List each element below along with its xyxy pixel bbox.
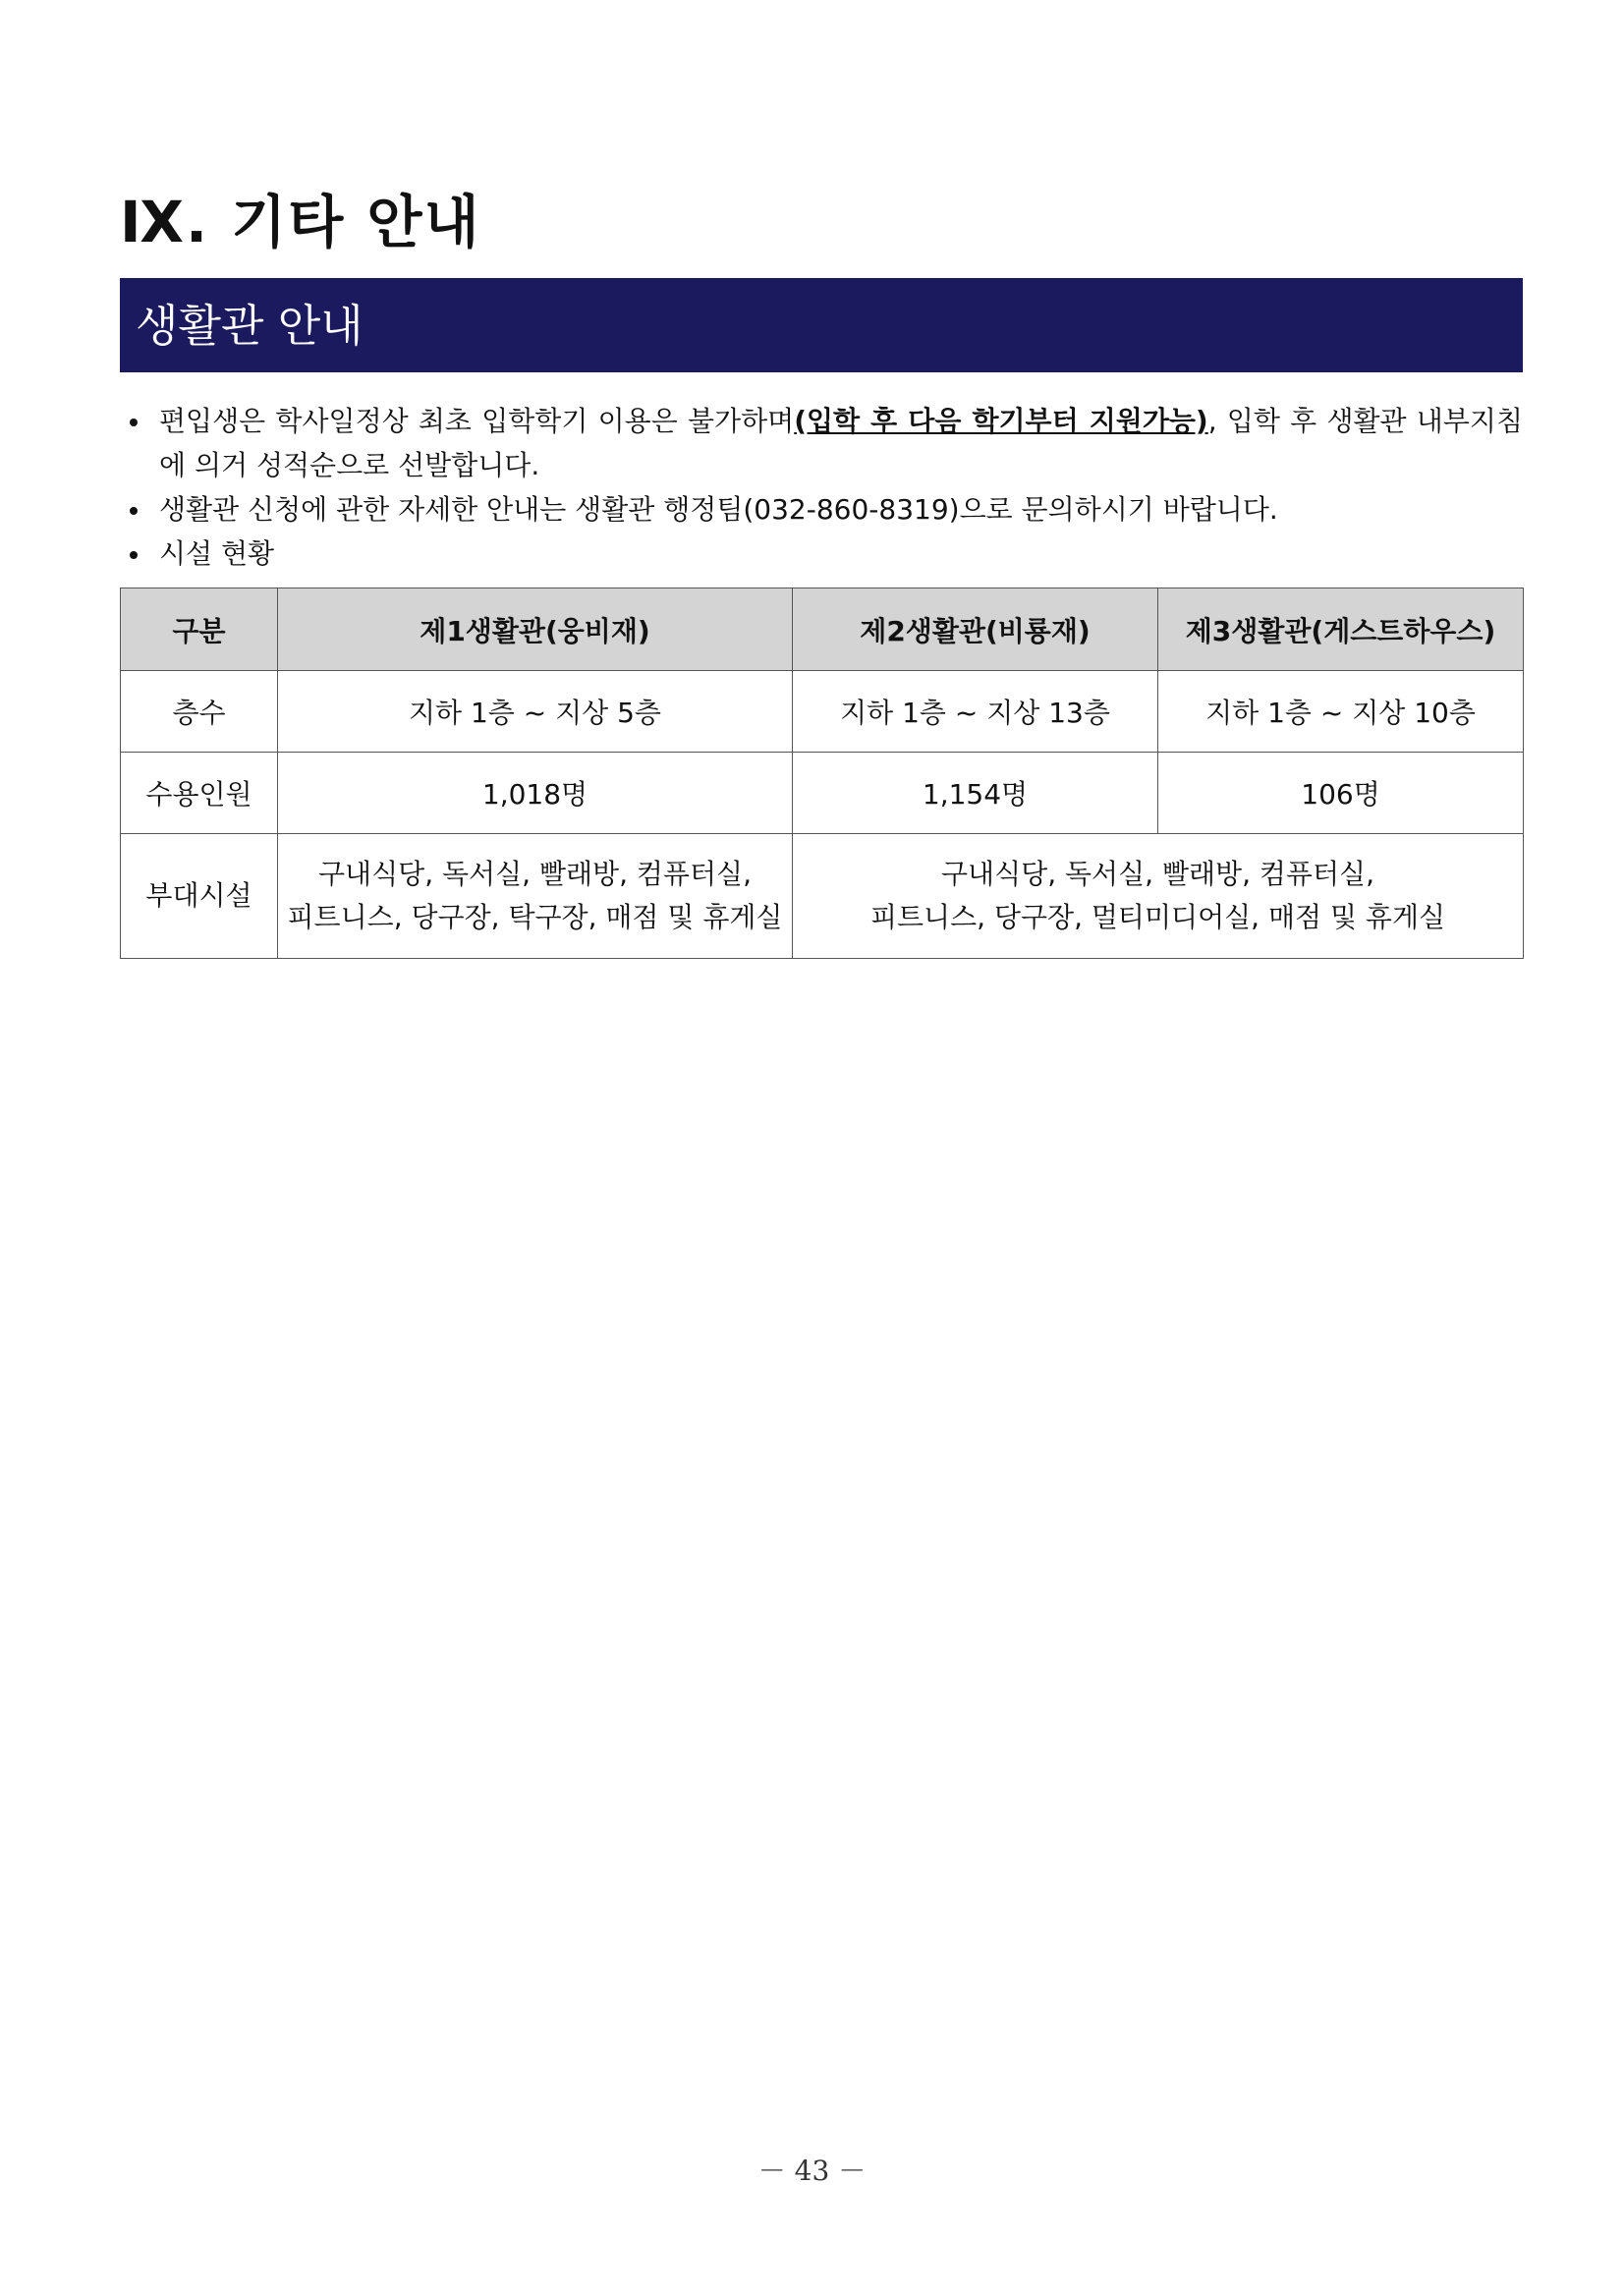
- capacity-dorm-2: 1,154명: [793, 753, 1158, 834]
- header-dorm-1: 제1생활관(웅비재): [278, 588, 793, 671]
- notice-item-facilities: [128, 532, 1523, 576]
- amenities-dorm-1-line-1: 구내식당, 독서실, 빨래방, 컴퓨터실,: [318, 858, 752, 890]
- bullet-dot-icon: [130, 419, 138, 426]
- amenities-dorm-2-3: [793, 834, 1524, 959]
- notice-item-transfer: [128, 399, 1523, 487]
- capacity-dorm-1: 1,018명: [278, 753, 793, 834]
- notice-contact-text: 생활관 신청에 관한 자세한 안내는 생활관 행정팀(032-860-8319)으로 문의하시기 바랍니다.: [159, 493, 1278, 526]
- header-dorm-2: 제2생활관(비룡재): [793, 588, 1158, 671]
- table-row-amenities: [121, 834, 1524, 959]
- page-number: － 43 －: [757, 2155, 867, 2187]
- row-label-amenities: 부대시설: [121, 834, 278, 959]
- bullet-dot-icon: [130, 507, 138, 515]
- amenities-dorm-2-3-line-2: 피트니스, 당구장, 멀티미디어실, 매점 및 휴게실: [869, 901, 1446, 933]
- notice-item-contact: [128, 487, 1523, 532]
- section-banner: [120, 278, 1523, 372]
- amenities-dorm-1: [278, 834, 793, 959]
- amenities-dorm-2-3-line-1: 구내식당, 독서실, 빨래방, 컴퓨터실,: [941, 858, 1374, 890]
- notice-transfer-text: 편입생은 학사일정상 최초 입학학기 이용은 불가하며: [159, 405, 795, 437]
- row-label-floors: 층수: [121, 671, 278, 753]
- notice-transfer-text-end: , 입학 후 생활관 내부지침에 의거 성적순으로 선발합니다.: [159, 405, 1524, 481]
- capacity-dorm-3: 106명: [1158, 753, 1524, 834]
- header-dorm-3: 제3생활관(게스트하우스): [1158, 588, 1524, 671]
- amenities-dorm-1-line-2: 피트니스, 당구장, 탁구장, 매점 및 휴게실: [287, 901, 783, 933]
- floors-dorm-2: 지하 1층 ~ 지상 13층: [793, 671, 1158, 753]
- chapter-title: Ⅸ. 기타 안내: [120, 189, 481, 255]
- notice-facilities-text: 시설 현황: [159, 537, 275, 570]
- facility-table: [120, 588, 1524, 959]
- table-row-capacity: [121, 753, 1524, 834]
- notice-transfer-emphasis: (입학 후 다음 학기부터 지원가능): [794, 405, 1208, 437]
- floors-dorm-3: 지하 1층 ~ 지상 10층: [1158, 671, 1524, 753]
- bullet-dot-icon: [130, 551, 138, 559]
- floors-dorm-1: 지하 1층 ~ 지상 5층: [278, 671, 793, 753]
- notice-list: [128, 399, 1523, 576]
- header-category: 구분: [121, 588, 278, 671]
- table-header-row: [121, 588, 1524, 671]
- section-title: 생활관 안내: [136, 299, 364, 352]
- table-row-floors: [121, 671, 1524, 753]
- row-label-capacity: 수용인원: [121, 753, 278, 834]
